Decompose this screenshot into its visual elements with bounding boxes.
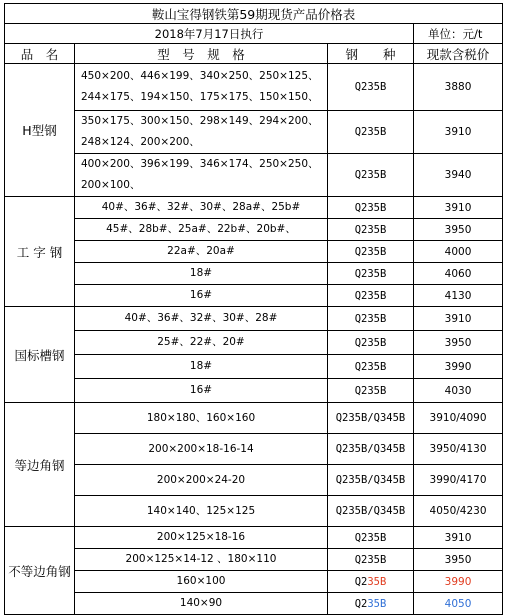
spec-line: 40#、36#、32#、30#、28a#、25b# bbox=[101, 201, 301, 213]
spec-line: 248×124、200×200、 bbox=[81, 136, 200, 148]
steel-grade-cell: Q235B bbox=[328, 285, 414, 307]
price-cell bbox=[414, 465, 503, 496]
price-value: 3910 bbox=[444, 531, 472, 544]
price-cell bbox=[414, 219, 503, 241]
steel-grade-cell: Q235B bbox=[328, 241, 414, 263]
table-row bbox=[5, 219, 503, 241]
table-row bbox=[5, 527, 503, 549]
price-value: 3910 bbox=[444, 126, 472, 138]
spec-line: 45#、28b#、25a#、22b#、20b#、 bbox=[106, 223, 296, 235]
product-category: 国标槽钢 bbox=[5, 307, 75, 403]
spec-cell bbox=[75, 527, 328, 549]
price-value: 3990/4170 bbox=[429, 474, 487, 486]
table-row bbox=[5, 465, 503, 496]
table-row bbox=[5, 379, 503, 403]
price-value: 3950/4130 bbox=[429, 443, 487, 455]
steel-grade-cell bbox=[328, 571, 414, 593]
table-row bbox=[5, 111, 503, 154]
spec-cell bbox=[75, 197, 328, 219]
steel-grade-cell: Q235B bbox=[328, 154, 414, 197]
price-value: 3990 bbox=[444, 360, 472, 373]
spec-line: 140×140、125×125 bbox=[146, 504, 256, 517]
spec-cell bbox=[75, 154, 328, 197]
spec-cell bbox=[75, 219, 328, 241]
table-row bbox=[5, 571, 503, 593]
spec-line: 450×200、446×199、340×250、250×125、 bbox=[81, 70, 319, 82]
price-cell bbox=[414, 197, 503, 219]
price-value: 3910/4090 bbox=[429, 412, 487, 424]
table-row bbox=[5, 355, 503, 379]
table-row bbox=[5, 549, 503, 571]
spec-line: 160×100 bbox=[176, 575, 226, 587]
spec-cell bbox=[75, 465, 328, 496]
spec-cell bbox=[75, 285, 328, 307]
price-value: 3910 bbox=[444, 312, 472, 325]
spec-line: 16# bbox=[189, 289, 213, 301]
spec-line: 350×175、300×150、298×149、294×200、 bbox=[81, 115, 319, 127]
spec-cell bbox=[75, 571, 328, 593]
product-category: 等边角钢 bbox=[5, 403, 75, 527]
price-value: 4130 bbox=[444, 289, 472, 302]
spec-line: 25#、22#、20# bbox=[157, 336, 245, 348]
spec-line: 180×180、160×160 bbox=[146, 411, 256, 424]
spec-cell bbox=[75, 331, 328, 355]
table-title: 鞍山宝得钢铁第59期现货产品价格表 bbox=[5, 4, 503, 24]
price-value: 3910 bbox=[444, 201, 472, 214]
table-row bbox=[5, 197, 503, 219]
price-value: 3880 bbox=[444, 81, 472, 93]
table-row bbox=[5, 496, 503, 527]
steel-grade-cell: Q235B bbox=[328, 219, 414, 241]
product-category: 工 字 钢 bbox=[5, 197, 75, 307]
price-cell bbox=[414, 331, 503, 355]
spec-line: 200×200×24-20 bbox=[156, 473, 246, 486]
table-row bbox=[5, 403, 503, 434]
price-cell bbox=[414, 154, 503, 197]
price-cell bbox=[414, 403, 503, 434]
steel-grade-cell: Q235B bbox=[328, 111, 414, 154]
steel-grade-cell: Q235B bbox=[328, 64, 414, 111]
spec-cell bbox=[75, 403, 328, 434]
spec-line: 140×90 bbox=[179, 597, 223, 609]
table-row bbox=[5, 263, 503, 285]
steel-grade-fragment: Q2 bbox=[354, 597, 368, 610]
spec-line: 18# bbox=[189, 360, 213, 372]
price-value: 3950 bbox=[444, 223, 472, 236]
steel-grade-cell: Q235B bbox=[328, 379, 414, 403]
price-value: 3940 bbox=[444, 169, 472, 181]
price-cell bbox=[414, 527, 503, 549]
table-row bbox=[5, 593, 503, 615]
price-cell bbox=[414, 285, 503, 307]
product-category: H型钢 bbox=[5, 64, 75, 197]
steel-grade-cell: Q235B/Q345B bbox=[328, 496, 414, 527]
price-cell bbox=[414, 355, 503, 379]
header-spec: 型 号 规 格 bbox=[75, 44, 328, 64]
table-row bbox=[5, 285, 503, 307]
table-row bbox=[5, 331, 503, 355]
spec-line: 200×200×18-16-14 bbox=[148, 442, 254, 455]
steel-grade-fragment: 35B bbox=[367, 575, 387, 588]
spec-line: 200×100、 bbox=[81, 179, 141, 191]
price-value: 4000 bbox=[444, 245, 472, 258]
price-table bbox=[4, 3, 503, 615]
steel-grade-fragment: Q2 bbox=[354, 575, 368, 588]
table-row bbox=[5, 154, 503, 197]
spec-line: 16# bbox=[189, 384, 213, 396]
price-cell bbox=[414, 593, 503, 615]
table-row bbox=[5, 64, 503, 111]
spec-line: 22a#、20a# bbox=[167, 245, 235, 257]
price-cell bbox=[414, 549, 503, 571]
steel-grade-cell: Q235B bbox=[328, 549, 414, 571]
spec-cell bbox=[75, 593, 328, 615]
steel-grade-cell: Q235B bbox=[328, 331, 414, 355]
price-value: 4050/4230 bbox=[429, 505, 487, 517]
steel-grade-cell: Q235B bbox=[328, 263, 414, 285]
spec-cell bbox=[75, 263, 328, 285]
header-price: 现款含税价 bbox=[414, 44, 503, 64]
price-cell bbox=[414, 111, 503, 154]
unit-label: 单位：元/t bbox=[414, 24, 503, 44]
spec-cell bbox=[75, 549, 328, 571]
steel-grade-cell: Q235B/Q345B bbox=[328, 403, 414, 434]
price-cell bbox=[414, 307, 503, 331]
price-value: 3950 bbox=[444, 336, 472, 349]
steel-grade-fragment: 35B bbox=[367, 597, 387, 610]
steel-grade-cell: Q235B bbox=[328, 355, 414, 379]
effective-date: 2018年7月17日执行 bbox=[5, 24, 414, 44]
steel-grade-cell bbox=[328, 593, 414, 615]
product-category: 不等边角钢 bbox=[5, 527, 75, 615]
spec-line: 200×125×18-16 bbox=[156, 531, 246, 543]
spec-line: 200×125×14-12 、180×110 bbox=[125, 553, 277, 565]
steel-grade-cell: Q235B bbox=[328, 527, 414, 549]
price-value: 4050 bbox=[444, 597, 472, 610]
price-cell bbox=[414, 496, 503, 527]
spec-cell bbox=[75, 241, 328, 263]
table-row bbox=[5, 307, 503, 331]
table-row bbox=[5, 434, 503, 465]
price-cell bbox=[414, 263, 503, 285]
spec-cell bbox=[75, 355, 328, 379]
price-cell bbox=[414, 64, 503, 111]
price-value: 3950 bbox=[444, 553, 472, 566]
price-cell bbox=[414, 571, 503, 593]
price-value: 4060 bbox=[444, 267, 472, 280]
price-cell bbox=[414, 434, 503, 465]
price-value: 3990 bbox=[444, 575, 472, 588]
price-cell bbox=[414, 241, 503, 263]
steel-grade-cell: Q235B/Q345B bbox=[328, 434, 414, 465]
steel-grade-cell: Q235B/Q345B bbox=[328, 465, 414, 496]
table-row bbox=[5, 241, 503, 263]
spec-cell bbox=[75, 379, 328, 403]
spec-cell bbox=[75, 111, 328, 154]
spec-line: 18# bbox=[189, 267, 213, 279]
header-product-name: 品 名 bbox=[5, 44, 75, 64]
steel-grade-cell: Q235B bbox=[328, 197, 414, 219]
spec-cell bbox=[75, 307, 328, 331]
spec-line: 244×175、194×150、175×175、150×150、 bbox=[81, 91, 319, 103]
spec-line: 400×200、396×199、346×174、250×250、 bbox=[81, 158, 319, 170]
spec-cell bbox=[75, 496, 328, 527]
header-steel-grade: 钢 种 bbox=[328, 44, 414, 64]
steel-grade-cell: Q235B bbox=[328, 307, 414, 331]
price-value: 4030 bbox=[444, 384, 472, 397]
spec-cell bbox=[75, 64, 328, 111]
spec-cell bbox=[75, 434, 328, 465]
price-cell bbox=[414, 379, 503, 403]
spec-line: 40#、36#、32#、30#、28# bbox=[124, 312, 278, 324]
